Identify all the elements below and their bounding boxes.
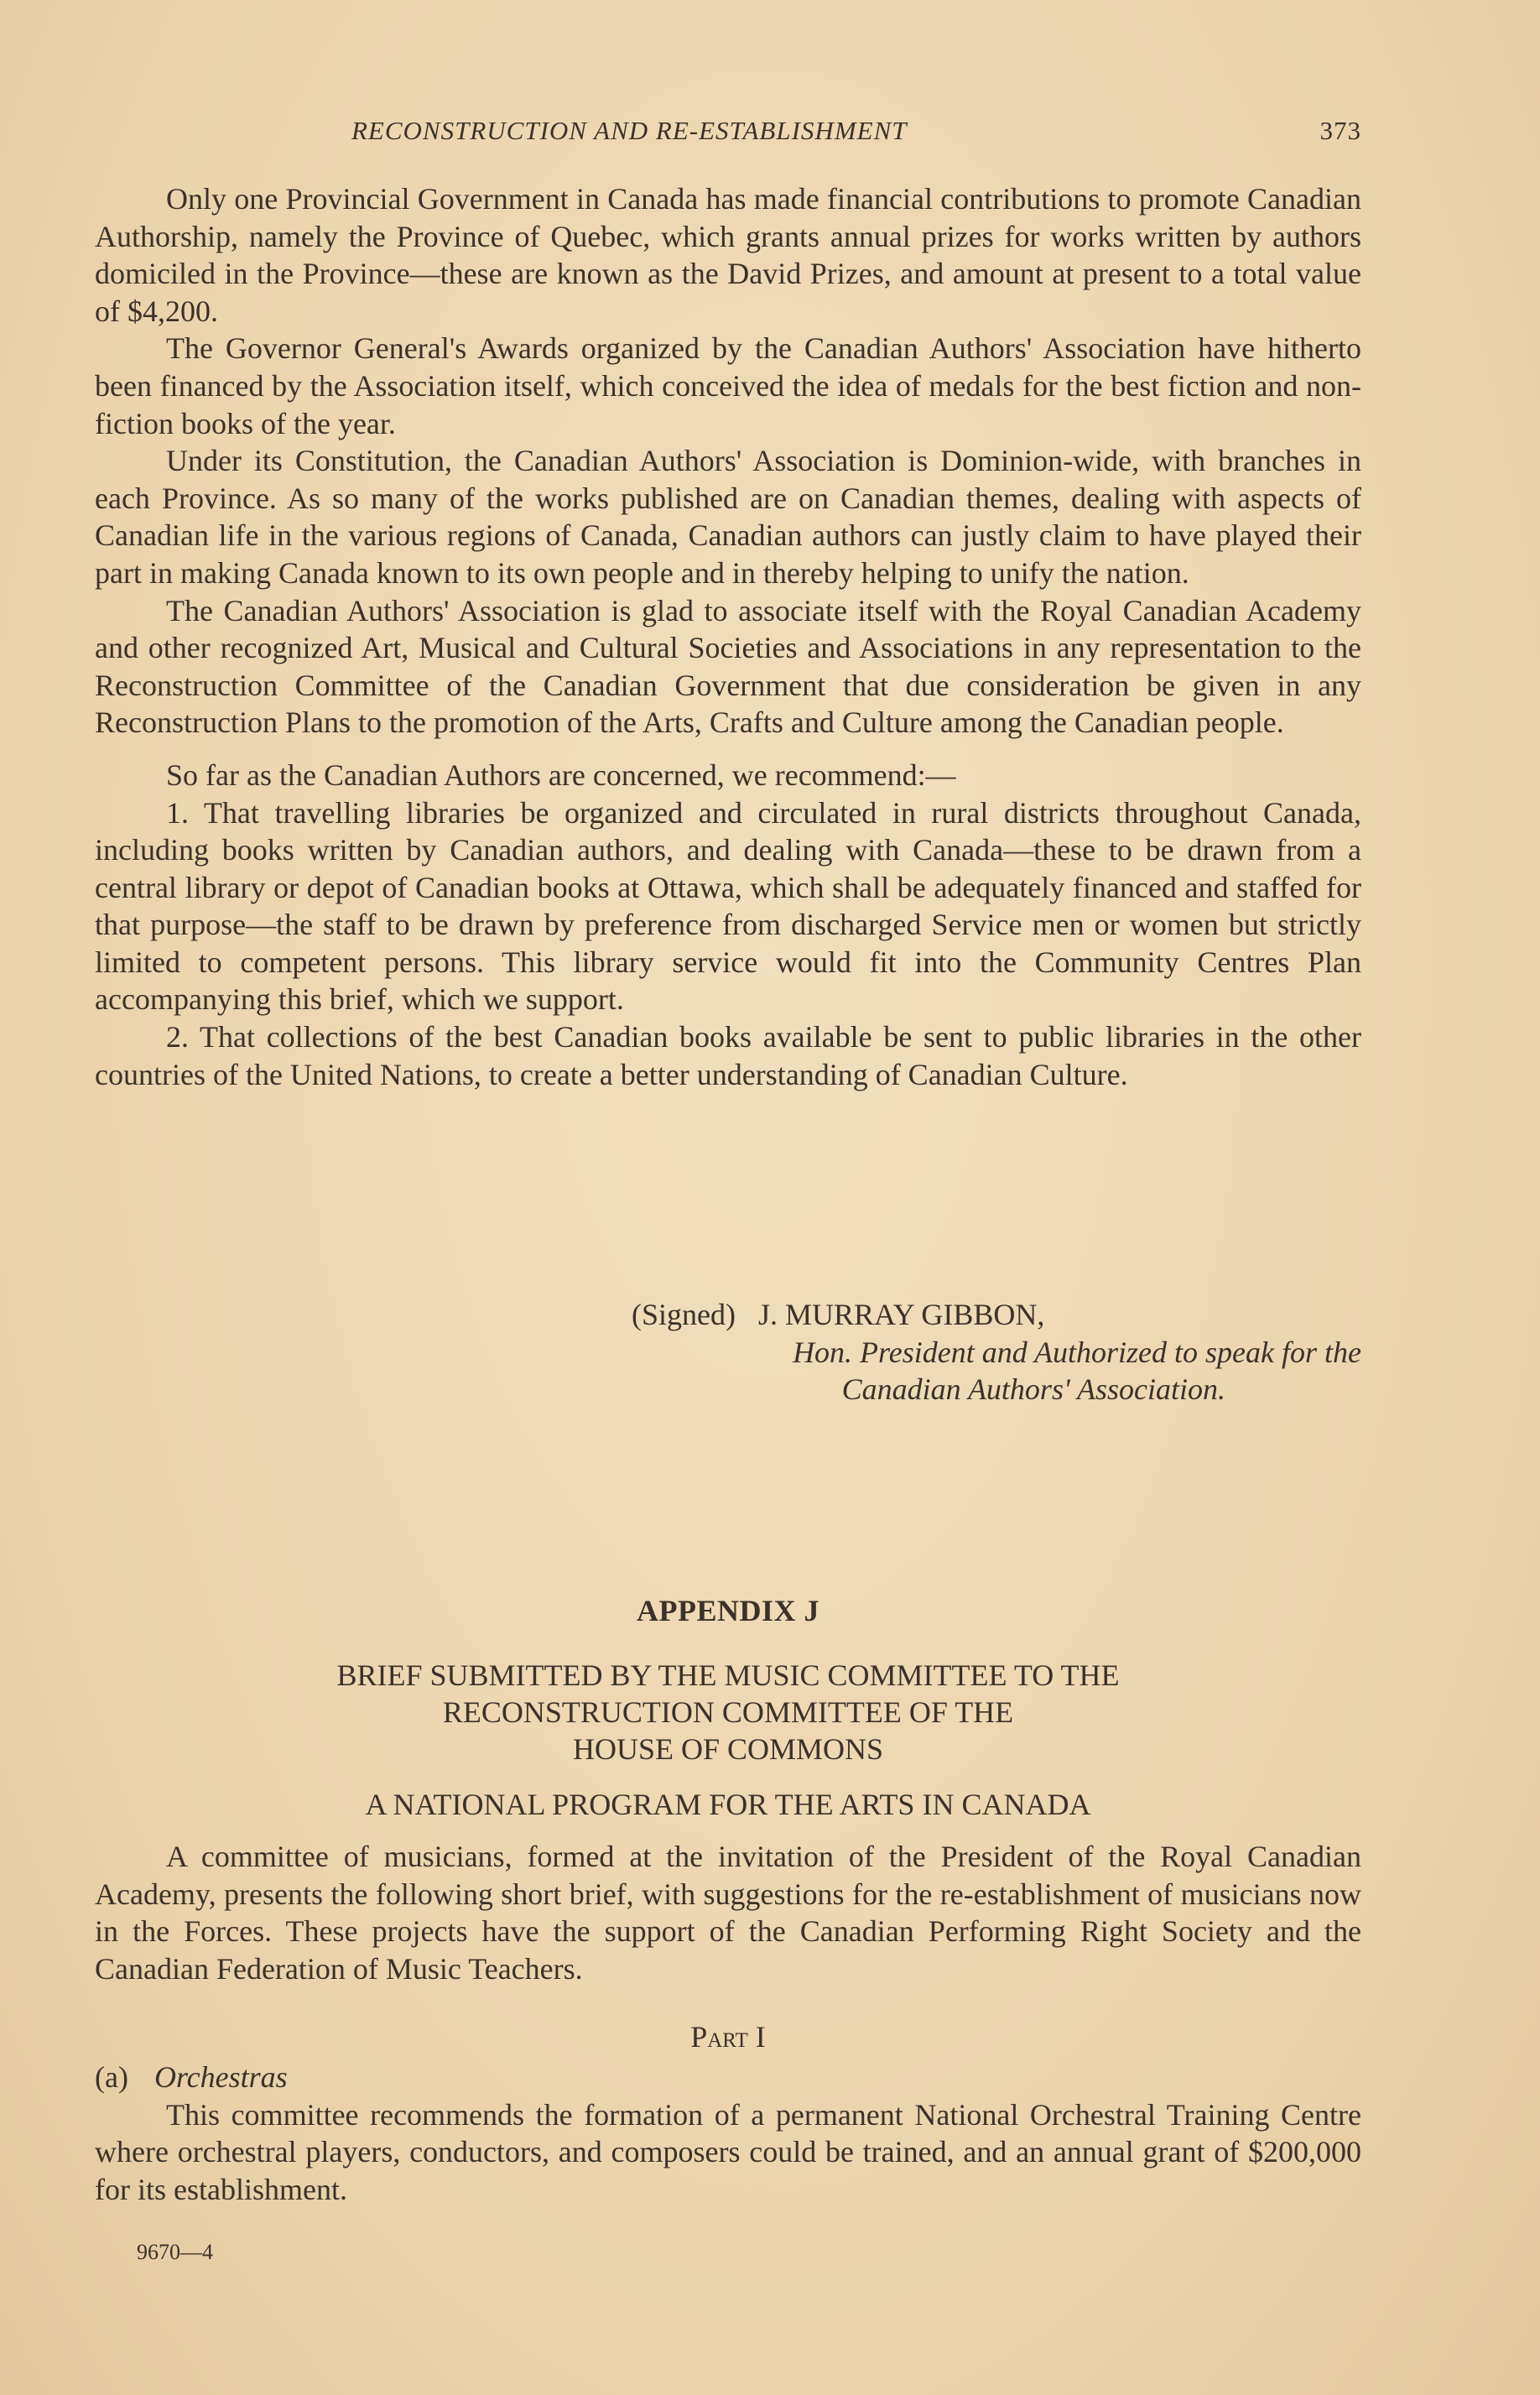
paragraph-association: The Canadian Authors' Association is glad to associate itself with the Royal Canadian Academy and other recognized Art, Musical and Cultural Societies and Associations in any representation to the Reconstruction Committee of the Canadian Government that due consideration be given in any Reconstruction Plans to the promotion of the Arts, Crafts and Culture among the Canadian people. xyxy=(95,593,1361,740)
recommendation-1: 1. That travelling libraries be organized and circulated in rural districts throughout Canada, including books written by Canadian authors, and dealing with Canada—these to be drawn from a central library or depot of Canadian books at Ottawa, which shall be adequately financed and staffed for that purpose—the staff to be drawn by preference from discharged Service men or women but strictly limited to competent persons. This library service would fit into the Community Centres Plan accompanying this brief, which we support. xyxy=(95,795,1361,1017)
orchestras-paragraph: This committee recommends the formation of a permanent National Orchestral Training Centre where orchestral players, conductors, and composers could be trained, and an annual grant of $200,000 for its establishment. xyxy=(95,2097,1361,2206)
signature-line xyxy=(632,1296,1361,1334)
running-header xyxy=(95,116,1361,149)
brief-heading-line1: BRIEF SUBMITTED BY THE MUSIC COMMITTEE TO THE xyxy=(336,1658,1120,1692)
part-heading: Part I xyxy=(690,2019,766,2054)
subsection-title: Orchestras xyxy=(153,2060,288,2095)
paragraph-constitution: Under its Constitution, the Canadian Authors' Association is Dominion-wide, with branches in each Province. As so many of the works published are on Canadian themes, dealing with aspects of Canadian life in the various regions of Canada, Canadian authors can justly claim to have played their part in making Canada known to its own people and in thereby helping to unify the nation. xyxy=(95,444,1361,590)
body-text xyxy=(95,180,1361,1093)
signatory-name: J. MURRAY GIBBON, xyxy=(757,1298,1045,1331)
program-title: A NATIONAL PROGRAM FOR THE ARTS IN CANADA xyxy=(365,1787,1091,1821)
brief-heading-line2: RECONSTRUCTION COMMITTEE OF THE xyxy=(442,1695,1014,1729)
appendix-section xyxy=(95,1592,1361,2209)
signed-label: (Signed) xyxy=(632,1298,736,1331)
signatory-role-line2: Canadian Authors' Association. xyxy=(841,1372,1225,1407)
appendix-intro: A committee of musicians, formed at the invitation of the President of the Royal Canadian Academy, presents the following short brief, with suggestions for the re-establishment of musicians now in the Forces. These projects have the support of the Canadian Performing Right Society and the Canadian Federation of Music Teachers. xyxy=(95,1840,1361,1986)
signature-block xyxy=(95,1296,1361,1408)
running-title: RECONSTRUCTION AND RE-ESTABLISHMENT xyxy=(351,116,908,145)
brief-heading-line3: HOUSE OF COMMONS xyxy=(572,1731,884,1766)
recommendation-2: 2. That collections of the best Canadian books available be sent to public libraries in the other countries of the United Nations, to create a better understanding of Canadian Culture. xyxy=(95,1020,1361,1091)
page-number: 373 xyxy=(1319,116,1361,145)
subsection-heading xyxy=(95,2059,1361,2096)
paragraph-quebec-prizes: Only one Provincial Government in Canada has made financial contributions to promote Canadian Authorship, namely the Province of Quebec, which grants annual prizes for works written by authors domiciled in the Province—these are known as the David Prizes, and amount at present to a total value of $4,200. xyxy=(95,182,1361,328)
signatory-role-line1: Hon. President and Authorized to speak for the xyxy=(793,1335,1361,1369)
appendix-title: APPENDIX J xyxy=(637,1594,819,1627)
paragraph-recommend: So far as the Canadian Authors are concerned, we recommend:— xyxy=(166,758,956,792)
subsection-label: (a) xyxy=(95,2060,128,2095)
paragraph-governor-awards: The Governor General's Awards organized by the Canadian Authors' Association have hitherto been financed by the Association itself, which conceived the idea of medals for the best fiction and non-fiction books of the year. xyxy=(95,331,1361,440)
printer-code: 9670—4 xyxy=(137,2240,213,2264)
brief-heading xyxy=(95,1657,1361,1768)
